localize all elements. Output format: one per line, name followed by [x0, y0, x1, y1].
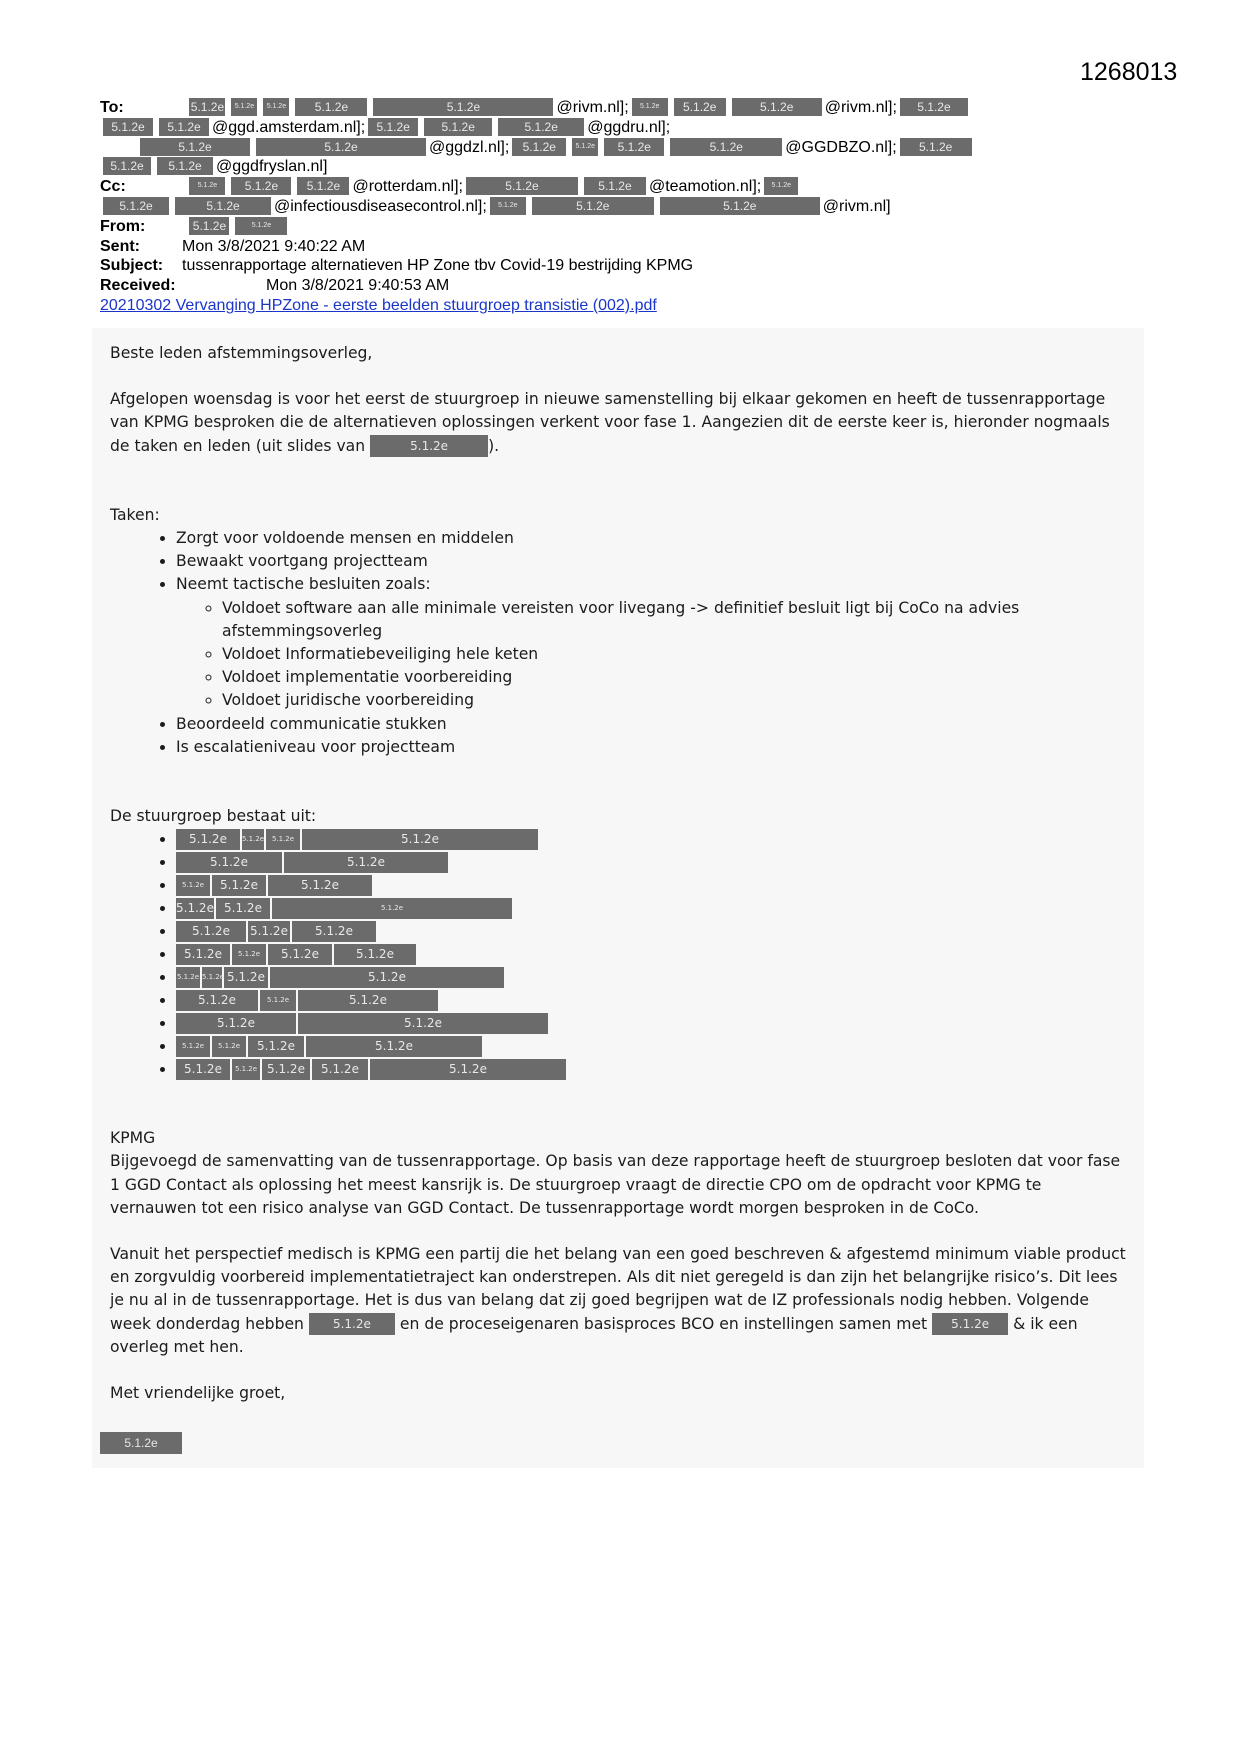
redaction-box: 5.1.2e — [189, 177, 225, 195]
tasks-list — [110, 527, 1126, 759]
member-item — [176, 943, 1126, 966]
redaction-box: 5.1.2e — [532, 197, 654, 215]
subtask-item: ◦ Voldoet juridische voorbereiding — [222, 689, 1126, 712]
redaction-box: 5.1.2e — [260, 990, 296, 1011]
to-row — [100, 118, 1180, 138]
redaction-box: 5.1.2e — [466, 177, 578, 195]
redaction-box: 5.1.2e — [100, 1432, 182, 1454]
task-item — [176, 573, 1126, 712]
member-item — [176, 874, 1126, 897]
redaction-box: 5.1.2e — [103, 118, 153, 136]
kpmg-paragraph: Bijgevoegd de samenvatting van de tussenrapportage. Op basis van deze rapportage heeft de stuurgroep besloten dat voor fase 1 GGD Contact als oplossing het meest kansrijk is. De stuurgroep vraagt de directie CPO om de opdracht voor KPMG te vernauwen tot een risico analyse van GGD Contact. De tussenrapportage wordt morgen besproken in de CoCo. — [110, 1152, 1121, 1217]
redaction-box: 5.1.2e — [176, 1013, 296, 1034]
recipient-domain: @rivm.nl]; — [556, 99, 629, 116]
subject-row — [100, 256, 1180, 276]
members-title: De stuurgroep bestaat uit: — [110, 807, 317, 826]
redaction-box: 5.1.2e — [932, 1313, 1008, 1335]
cc-label: Cc: — [100, 178, 126, 196]
redaction-box: 5.1.2e — [297, 177, 349, 195]
redaction-box: 5.1.2e — [176, 875, 210, 896]
redaction-box: 5.1.2e — [312, 1059, 368, 1080]
member-item — [176, 851, 1126, 874]
redaction-box: 5.1.2e — [270, 967, 504, 988]
perspective-paragraph — [110, 1243, 1126, 1359]
redaction-box: 5.1.2e — [242, 829, 264, 850]
from-row — [100, 217, 1180, 237]
redaction-box: 5.1.2e — [159, 118, 209, 136]
subtask-item: ◦ Voldoet software aan alle minimale vereisten voor livegang -> definitief besluit ligt bij CoCo na advies afstemmingsoverleg — [222, 597, 1126, 643]
email-header — [100, 98, 1180, 316]
member-item — [176, 920, 1126, 943]
intro-end: ). — [488, 436, 500, 455]
member-item — [176, 966, 1126, 989]
recipient-domain: @rotterdam.nl]; — [352, 178, 463, 196]
redaction-box: 5.1.2e — [157, 157, 213, 175]
recipient-domain: @teamotion.nl]; — [648, 178, 762, 196]
member-item — [176, 828, 1126, 851]
recipient-domain: @ggdfryslan.nl] — [216, 158, 328, 176]
to-row — [100, 157, 1180, 177]
redaction-box: 5.1.2e — [176, 990, 258, 1011]
redaction-box: 5.1.2e — [262, 1059, 310, 1080]
redaction-box: 5.1.2e — [176, 898, 214, 919]
redaction-box: 5.1.2e — [216, 898, 270, 919]
redaction-box: 5.1.2e — [224, 967, 268, 988]
redaction-box: 5.1.2e — [176, 829, 240, 850]
recipient-domain: @ggdzl.nl]; — [429, 138, 510, 156]
signature — [100, 1432, 182, 1454]
redaction-box: 5.1.2e — [368, 118, 418, 136]
redaction-box: 5.1.2e — [176, 1036, 210, 1057]
recipient-domain: @ggd.amsterdam.nl]; — [212, 118, 366, 136]
redaction-box: 5.1.2e — [764, 177, 798, 195]
redaction-box: 5.1.2e — [373, 98, 553, 116]
intro-text: Afgelopen woensdag is voor het eerst de stuurgroep in nieuwe samenstelling bij elkaar gekomen en heeft de tussenrapportage van KPMG besproken die de alternatieven oplossingen verkent voor fase 1. Aangezien dit de eerste keer is, hieronder nogmaals de taken en leden (uit slides van — [110, 390, 1110, 455]
redaction-box: 5.1.2e — [292, 921, 376, 942]
redaction-box: 5.1.2e — [512, 138, 566, 156]
redaction-box: 5.1.2e — [176, 944, 230, 965]
member-item — [176, 1012, 1126, 1035]
redaction-box: 5.1.2e — [660, 197, 820, 215]
redaction-box: 5.1.2e — [231, 177, 291, 195]
redaction-box: 5.1.2e — [232, 944, 266, 965]
sent-value: Mon 3/8/2021 9:40:22 AM — [182, 237, 366, 255]
subtasks-list — [176, 597, 1126, 713]
redaction-box: 5.1.2e — [266, 829, 300, 850]
redaction-box: 5.1.2e — [175, 197, 271, 215]
redaction-box: 5.1.2e — [572, 138, 598, 156]
redaction-box: 5.1.2e — [306, 1036, 482, 1057]
document-id: 1268013 — [1080, 58, 1178, 86]
recipient-domain: @ggdru.nl]; — [587, 118, 671, 136]
redaction-box: 5.1.2e — [334, 944, 416, 965]
redaction-box: 5.1.2e — [674, 98, 726, 116]
redaction-box: 5.1.2e — [263, 98, 289, 116]
recipient-domain: @rivm.nl]; — [824, 99, 897, 116]
redaction-box: 5.1.2e — [256, 138, 426, 156]
closing: Met vriendelijke groet, — [110, 1384, 286, 1403]
redaction-box: 5.1.2e — [298, 990, 438, 1011]
attachment-link[interactable]: 20210302 Vervanging HPZone - eerste beelden stuurgroep transistie (002).pdf — [100, 296, 657, 314]
received-row — [100, 276, 1180, 296]
redaction-box: 5.1.2e — [176, 967, 200, 988]
cc-row — [100, 197, 1180, 217]
redaction-box: 5.1.2e — [272, 898, 512, 919]
redaction-box: 5.1.2e — [268, 875, 372, 896]
tasks-title: Taken: — [110, 505, 160, 524]
redaction-box: 5.1.2e — [140, 138, 250, 156]
redaction-box: 5.1.2e — [900, 138, 972, 156]
task-item-text: Neemt tactische besluiten zoals: — [176, 575, 431, 594]
redaction-box: 5.1.2e — [302, 829, 538, 850]
redaction-box: 5.1.2e — [235, 217, 287, 235]
redaction-box: 5.1.2e — [202, 967, 222, 988]
redaction-box: 5.1.2e — [309, 1313, 395, 1335]
redaction-box: 5.1.2e — [604, 138, 664, 156]
subtask-item: ◦ Voldoet Informatiebeveiliging hele keten — [222, 643, 1126, 666]
redaction-box: 5.1.2e — [212, 1036, 246, 1057]
subject-value: tussenrapportage alternatieven HP Zone tbv Covid-19 bestrijding KPMG — [182, 257, 694, 275]
redaction-box: 5.1.2e — [176, 1059, 230, 1080]
members-list — [110, 828, 1126, 1081]
member-item — [176, 989, 1126, 1012]
redaction-box: 5.1.2e — [490, 197, 526, 215]
sent-row — [100, 237, 1180, 257]
redaction-box: 5.1.2e — [212, 875, 266, 896]
redaction-box: 5.1.2e — [498, 118, 584, 136]
redaction-box: 5.1.2e — [176, 921, 246, 942]
redaction-box: 5.1.2e — [232, 1059, 260, 1080]
member-item — [176, 897, 1126, 920]
redaction-box: 5.1.2e — [295, 98, 367, 116]
redaction-box: 5.1.2e — [900, 98, 968, 116]
member-item — [176, 1035, 1126, 1058]
redaction-box: 5.1.2e — [732, 98, 822, 116]
redaction-box: 5.1.2e — [370, 1059, 566, 1080]
from-label: From: — [100, 217, 146, 235]
cc-row — [100, 177, 1180, 197]
attachment-row — [100, 296, 1180, 316]
redaction-box: 5.1.2e — [248, 921, 290, 942]
greeting: Beste leden afstemmingsoverleg, — [110, 344, 373, 362]
recipient-domain: @GGDBZO.nl]; — [785, 138, 897, 156]
task-item: • Is escalatieniveau voor projectteam — [176, 736, 1126, 759]
subtask-item: ◦ Voldoet implementatie voorbereiding — [222, 666, 1126, 689]
redaction-box: 5.1.2e — [231, 98, 257, 116]
task-item: • Zorgt voor voldoende mensen en middelen — [176, 527, 1126, 550]
redaction-box: 5.1.2e — [284, 852, 448, 873]
recipient-domain: @rivm.nl] — [822, 197, 891, 215]
perspective-text: Vanuit het perspectief medisch is KPMG een partij die het belang van een goed beschreven & afgestemd minimum viable product en zorgvuldig voorbereid implementatietraject kan onderstrepen. Als dit niet geregeld is dan zijn het belangrijke risico’s. Dit lees je nu al in de tussenrapportage. Het is dus van belang dat zij goed begrijpen wat de IZ professionals nodig hebben. Volgende week donderdag hebben — [110, 1245, 1126, 1333]
redaction-box: 5.1.2e — [176, 852, 282, 873]
recipient-domain: @infectiousdiseasecontrol.nl]; — [274, 197, 487, 215]
redaction-box: 5.1.2e — [670, 138, 782, 156]
redaction-box: 5.1.2e — [298, 1013, 548, 1034]
perspective-text: & ik een overleg met hen. — [110, 1314, 1078, 1356]
member-item — [176, 1058, 1126, 1081]
subject-label: Subject: — [100, 257, 164, 275]
redaction-box: 5.1.2e — [190, 100, 225, 114]
redaction-box: 5.1.2e — [248, 1036, 304, 1057]
received-label: Received: — [100, 277, 176, 295]
redaction-box: 5.1.2e — [632, 98, 668, 116]
redaction-box: 5.1.2e — [268, 944, 332, 965]
received-value: Mon 3/8/2021 9:40:53 AM — [266, 277, 450, 295]
redaction-box: 5.1.2e — [103, 197, 169, 215]
task-item: • Beoordeeld communicatie stukken — [176, 713, 1126, 736]
task-item: • Bewaakt voortgang projectteam — [176, 550, 1126, 573]
intro-paragraph — [110, 388, 1126, 458]
to-label: To: — [100, 99, 124, 116]
redaction-box: 5.1.2e — [424, 118, 492, 136]
kpmg-title: KPMG — [110, 1129, 156, 1148]
perspective-text: en de proceseigenaren basisproces BCO en instellingen samen met — [399, 1314, 928, 1333]
redaction-box: 5.1.2e — [103, 157, 151, 175]
redaction-box: 5.1.2e — [584, 177, 646, 195]
to-row — [100, 98, 1180, 118]
to-row — [100, 138, 1180, 158]
redaction-box: 5.1.2e — [370, 435, 488, 457]
redaction-box: 5.1.2e — [189, 217, 229, 235]
email-body — [92, 328, 1144, 1468]
sent-label: Sent: — [100, 237, 140, 255]
